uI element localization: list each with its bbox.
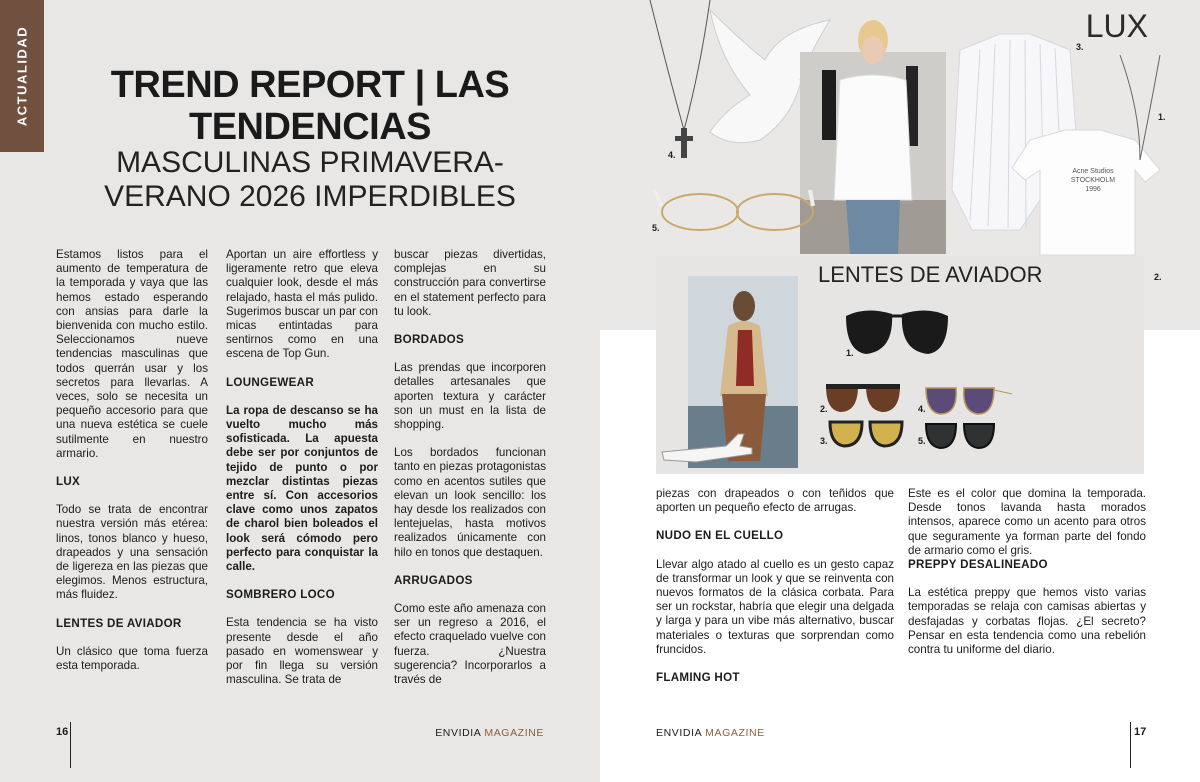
page-number-left: 16 [56, 726, 69, 738]
collage-number-4: 4. [668, 150, 676, 160]
right-page [600, 0, 1200, 782]
lentes-paragraph-cont: Aportan un aire effortless y ligeramente retro que eleva cualquier look, desde el más relajado, hasta el más pulido. Sugerimos buscar un par con micas entintadas para sentirnos como en una escena de Top Gun. [226, 248, 378, 361]
arrugados-paragraph: Como este año amenaza con ser un regreso a 2016, el efecto craquelado vuelve con fuerza. ¿Nuestra sugerencia? Incorporarlos a través de [394, 602, 546, 687]
runway-photo-embroidered-jacket [688, 276, 798, 468]
sunglasses-2-image [826, 384, 900, 412]
heading-bordados: BORDADOS [394, 333, 465, 347]
page-title [60, 64, 560, 148]
footer-brand-name: ENVIDIA [435, 727, 481, 739]
arrugados-paragraph-cont: piezas con drapeados o con teñidos que aporten un pequeño efecto de arrugas. [656, 487, 894, 515]
lentes-paragraph: Un clásico que toma fuerza esta temporada. [56, 644, 208, 673]
aviador-collage [656, 256, 1144, 474]
heading-loungewear: LOUNGEWEAR [226, 375, 315, 389]
title-line-1: TREND REPORT | LAS [110, 64, 510, 106]
aviador-title: LENTES DE AVIADOR [818, 262, 1043, 287]
article-column-3 [394, 248, 546, 701]
footer-brand-left [435, 727, 544, 739]
subtitle-line-1: MASCULINAS PRIMAVERA- [116, 146, 504, 179]
page-number-right: 17 [1134, 726, 1147, 738]
tshirt-print-year: 1996 [1085, 186, 1101, 193]
footer-brand-name-right: ENVIDIA [656, 727, 702, 739]
heading-arrugados: ARRUGADOS [394, 573, 473, 587]
aviador-number-1: 1. [846, 348, 854, 358]
sombrero-paragraph: Esta tendencia se ha visto presente desde el año pasado en womenswear y por fin llega su versión masculina. Se trata de [226, 616, 378, 687]
heading-preppy: PREPPY DESALINEADO [908, 558, 1048, 572]
preppy-paragraph: La estética preppy que hemos visto varias temporadas se relaja con camisas abiertas y desfajadas y corbatas flojas. ¿El secreto? Pensar en esta tendencia como una rebelión contra tu uniforme del diario. [908, 586, 1146, 657]
bordados-paragraph-1: Las prendas que incorporen detalles artesanales que aporten textura y carácter son un must en la lista de shopping. [394, 361, 546, 432]
heading-nudo: NUDO EN EL CUELLO [656, 529, 784, 543]
aviador-number-2: 2. [820, 404, 828, 414]
sunglasses-3-image [830, 422, 902, 446]
cross-pendant-icon [681, 128, 687, 158]
footer-brand-right [656, 727, 765, 739]
collage-number-3: 3. [1076, 42, 1084, 52]
sombrero-paragraph-cont: buscar piezas divertidas, complejas en su construcción para convertirse en el statement perfecto para tu look. [394, 248, 546, 318]
flaming-paragraph: Este es el color que domina la temporada. Desde tonos lavanda hasta morados intensos, aparece como un acento para otros que seguramente ya forman parte del fondo de armario como el gris. [908, 487, 1146, 557]
article-column-4 [656, 487, 894, 699]
sunglasses-1-image [846, 310, 948, 354]
tshirt-print-city: STOCKHOLM [1070, 177, 1116, 184]
heading-sombrero: SOMBRERO LOCO [226, 588, 335, 602]
aviador-number-3: 3. [820, 436, 828, 446]
intro-paragraph: Estamos listos para el aumento de temperatura de la temporada y vaya que las hemos estado esperando con ansias para darle la bienvenida con mucho estilo. Seleccionamos nueve tendencias masculinas que todos querrán usar y los secretos para llevarlas. A veces, solo se necesita un pequeño accesorio para que una nueva estética se cuele sutilmente en nuestro armario. [56, 248, 208, 460]
subtitle-line-2: VERANO 2026 IMPERDIBLES [104, 180, 516, 213]
footer-divider-right [1130, 722, 1131, 768]
aviador-number-5: 5. [918, 436, 926, 446]
tshirt-print-brand: Acne Studios [1072, 168, 1114, 175]
lux-paragraph: Todo se trata de encontrar nuestra versión más etérea: linos, tonos blanco y hueso, drapeados y una sensación de ligereza en las piezas que elegimos. Menos estructura, más fluidez. [56, 503, 208, 602]
collage-number-2: 2. [1154, 272, 1162, 282]
collage-number-1: 1. [1158, 112, 1166, 122]
collage-title: LUX [1085, 8, 1148, 44]
sunglasses-5-image [926, 424, 994, 448]
bordados-paragraph-2: Los bordados funcionan tanto en piezas protagonistas como en acentos sutiles que elevan un look sencillo: los hay desde los realizados con lentejuelas, hasta motivos realizados únicamente con hilo en tonos que destaquen. [394, 446, 546, 559]
aviador-number-4: 4. [918, 404, 926, 414]
footer-magazine: MAGAZINE [484, 727, 544, 739]
nudo-paragraph: Llevar algo atado al cuello es un gesto capaz de transformar un look y que se reinventa con nuevos formatos de la clásica corbata. Para ser un rockstar, habría que elegir una delgada y larga y para un vibe más alternativo, buscar materiales o texturas que sorprendan como fruncidos. [656, 557, 894, 656]
article-column-5 [908, 487, 1146, 671]
runway-photo-white-shirt [800, 20, 946, 254]
page-subtitle [60, 146, 560, 214]
section-tab [0, 0, 44, 152]
sunglasses-4-image [926, 388, 1012, 414]
cross-necklace-icon [650, 0, 710, 130]
title-line-2: TENDENCIAS [188, 106, 432, 148]
section-tab-label: ACTUALIDAD [14, 25, 30, 127]
footer-divider-left [70, 722, 71, 768]
article-column-2 [226, 248, 378, 701]
article-column-1 [56, 248, 208, 687]
heading-lentes: LENTES DE AVIADOR [56, 616, 182, 630]
collage-number-5: 5. [652, 223, 660, 233]
tshirt-print [1050, 167, 1136, 194]
heading-lux: LUX [56, 475, 81, 489]
rimless-glasses-image [654, 190, 813, 230]
heading-flaming: FLAMING HOT [656, 671, 740, 685]
loungewear-paragraph: La ropa de descanso se ha vuelto mucho más sofisticada. La apuesta debe ser por conjuntos de tejido de punto o por mezclar distintas piezas entre sí. Con accesorios clave como unos zapatos de charol bien boleados el look será cómodo pero perfecto para conquistar la calle. [226, 403, 378, 574]
footer-magazine-right: MAGAZINE [705, 727, 765, 739]
